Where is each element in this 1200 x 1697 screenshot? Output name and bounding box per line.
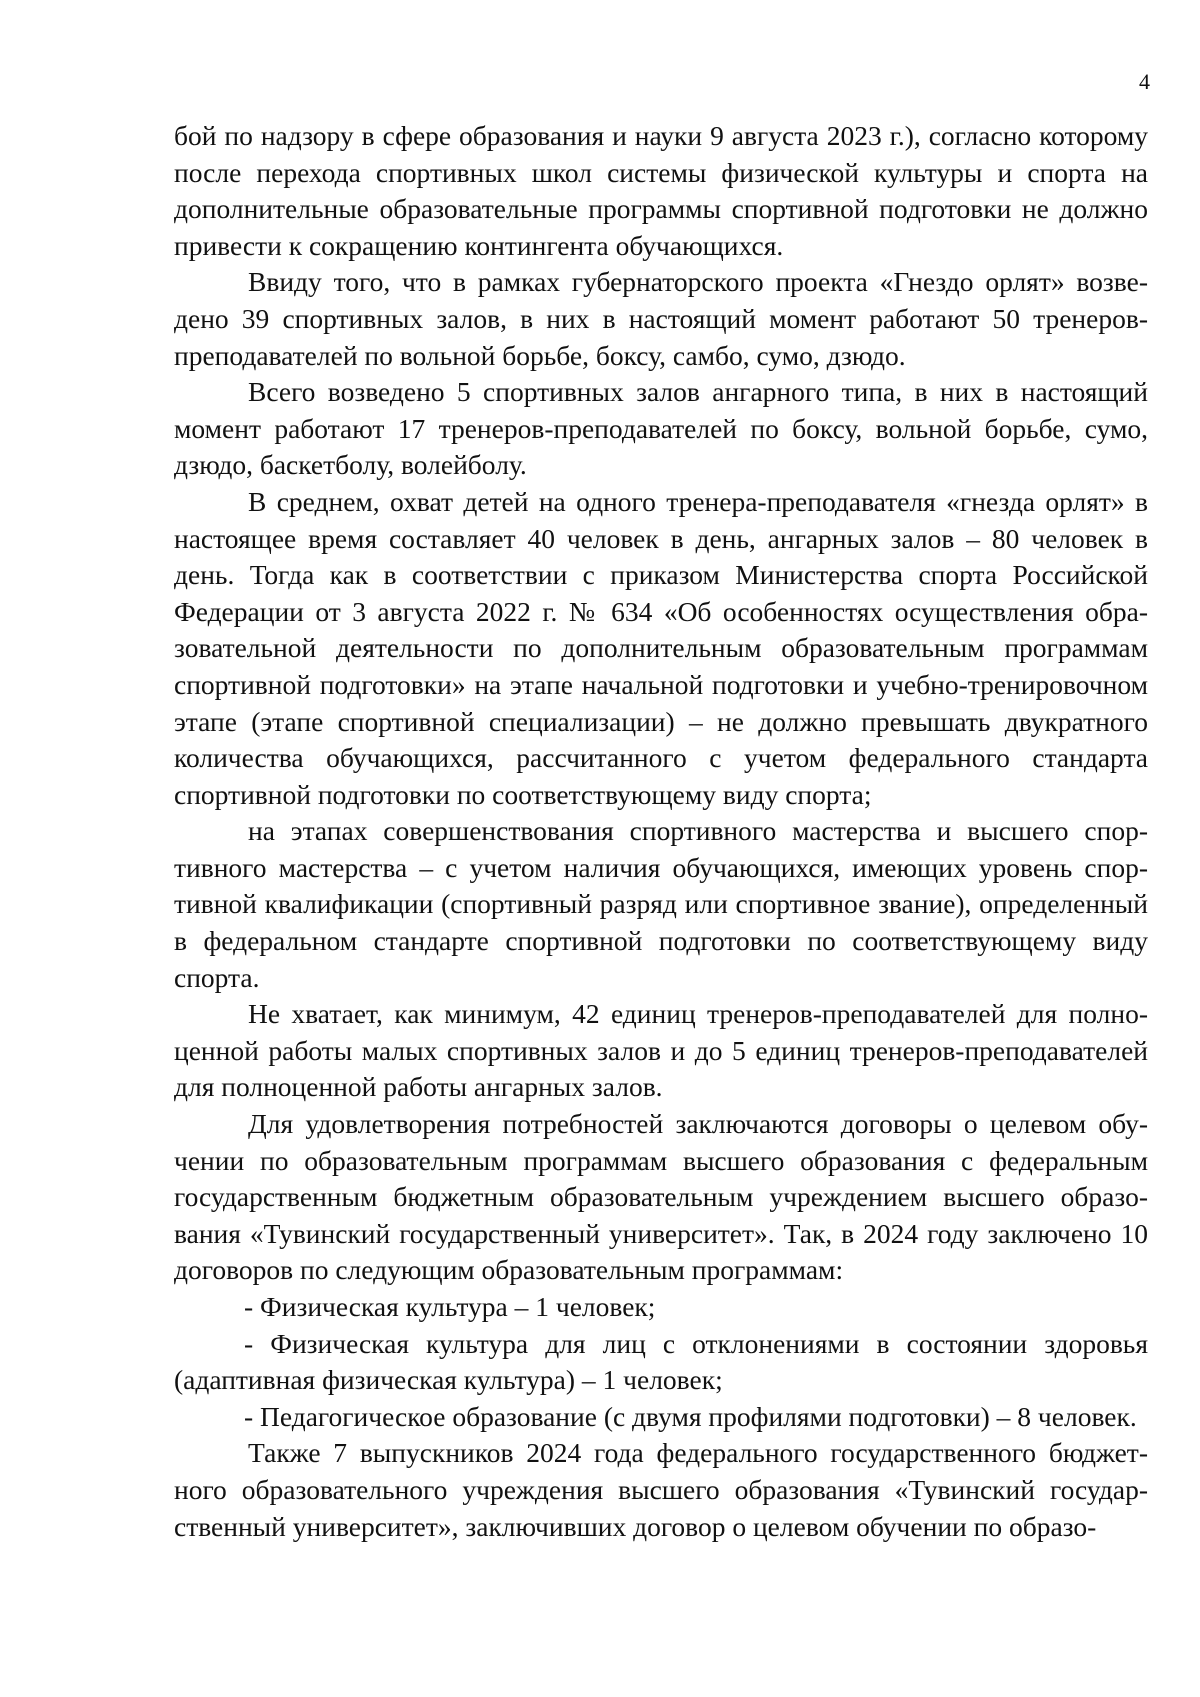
document-body bbox=[174, 118, 1148, 1545]
paragraph-coverage: В среднем, охват детей на одного тренера-преподавателя «гнезда орлят» в настоящее время составляет 40 человек в день, ангарных залов – 80 человек в день. Тогда как в соответствии с приказом Министерства спорта Российской Федерации от 3 августа 2022 г. № 634 «Об особенностях осуществления образовательной деятельности по дополнительным образовательным программам спортивной подготовки» на этапе начальной подготовки и учебно-тренировочном этапе (этапе спортивной специализации) – не должно превышать двукратного количества обучающихся, рассчитанного с учетом федерального стандарта спортивной подготовки по соответствующему виду спорта; bbox=[174, 485, 1148, 810]
list-item-pedagogical-education: - Педагогическое образование (с двумя профилями подготовки) – 8 человек. bbox=[244, 1400, 1137, 1432]
paragraph-target-training: Для удовлетворения потребностей заключаются договоры о целевом обучении по образовательным программам высшего образования с федеральным государственным бюджетным образовательным учреждением высшего образования «Тувинский государственный университет». Так, в 2024 году заключено 10 договоров по следующим образовательным программам: bbox=[174, 1108, 1148, 1286]
list-item-physical-culture: - Физическая культура – 1 человек; bbox=[244, 1291, 656, 1322]
paragraph-mastery-stages: на этапах совершенствования спортивного мастерства и высшего спортивного мастерства – с учетом наличия обучающихся, имеющих уровень спортивной квалификации (спортивный разряд или спортивное звание), определенный в федеральном стандарте спортивной подготовки по соответствующему виду спорта. bbox=[174, 815, 1148, 993]
list-item-adaptive-physical-culture: - Физическая культура для лиц с отклонениями в состоянии здоровья (адаптивная физическая культура) – 1 человек; bbox=[174, 1327, 1148, 1396]
paragraph-continuation: бой по надзору в сфере образования и науки 9 августа 2023 г.), согласно которому после перехода спортивных школ системы физической культуры и спорта на дополнительные образовательные программы спортивной подготовки не должно привести к сокращению контингента обучающихся. bbox=[174, 120, 1148, 261]
paragraph-gnezdo-orlyat: Ввиду того, что в рамках губернаторского проекта «Гнездо орлят» возведено 39 спортивных залов, в них в настоящий момент работают 50 тренеров-преподавателей по вольной борьбе, боксу, самбо, сумо, дзюдо. bbox=[174, 266, 1148, 371]
paragraph-hangar-halls: Всего возведено 5 спортивных залов ангарного типа, в них в настоящий момент работают 17 тренеров-преподавателей по боксу, вольной борьбе, сумо, дзюдо, баскетболу, волейболу. bbox=[174, 376, 1148, 481]
page-number: 4 bbox=[1139, 69, 1150, 94]
paragraph-graduates: Также 7 выпускников 2024 года федерального государственного бюджетного образовательного учреждения высшего образования «Тувинский государственный университет», заключивших договор о целевом обучении по образо- bbox=[174, 1437, 1148, 1542]
paragraph-shortage: Не хватает, как минимум, 42 единиц тренеров-преподавателей для полноценной работы малых спортивных залов и до 5 единиц тренеров-преподавателей для полноценной работы ангарных залов. bbox=[174, 998, 1148, 1103]
